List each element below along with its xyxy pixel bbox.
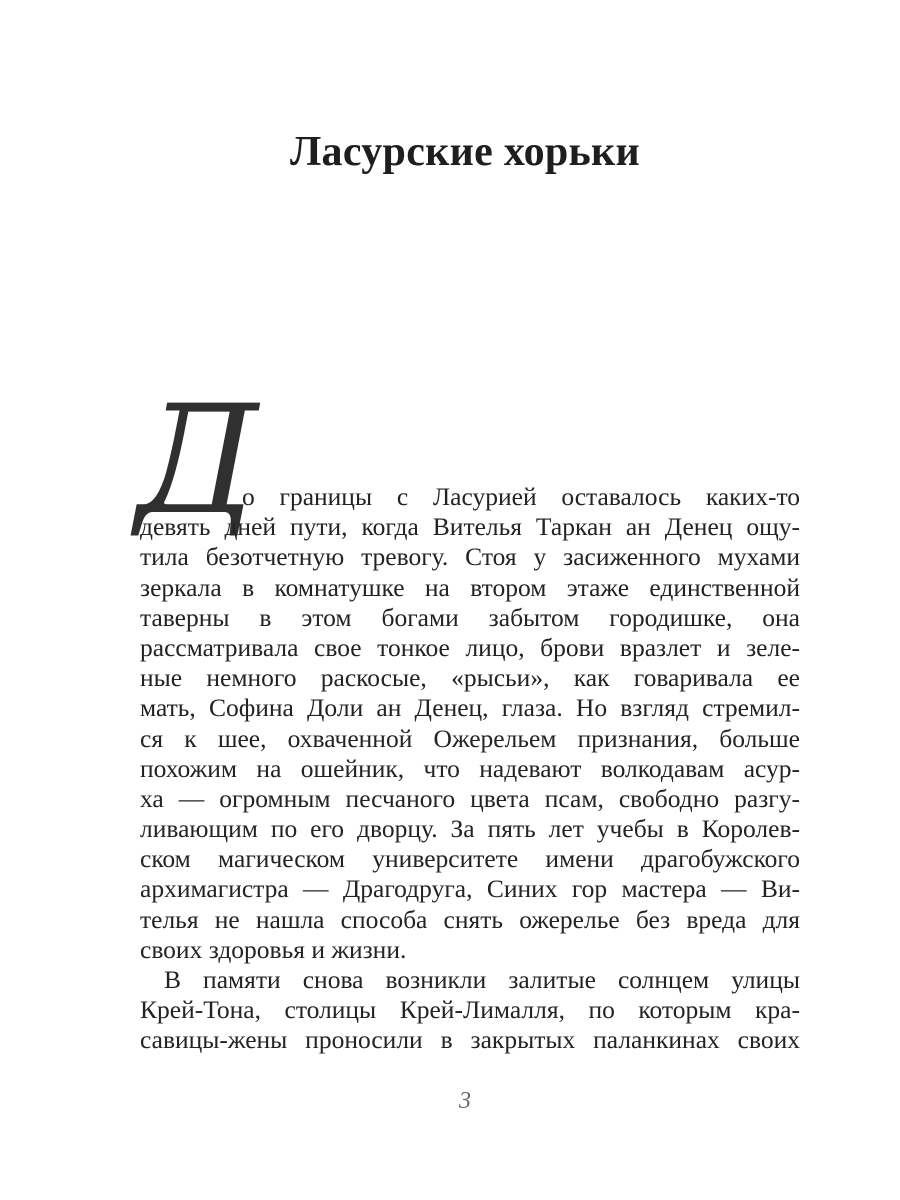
text-line: ха — огромным песчаного цвета псам, свободно разгу- [140,783,800,813]
paragraph-1 [140,482,800,965]
text-line: ся к шее, охваченной Ожерельем признания, больше [140,723,800,753]
text-line: таверны в этом богами забытом городишке, она [140,602,800,632]
text-line: зеркала в комнатушке на втором этаже единственной [140,572,800,602]
text-line: Крей-Тона, столицы Крей-Лималля, по которым кра- [140,995,800,1025]
text-line: В памяти снова возникли залитые солнцем улицы [164,965,800,994]
chapter-body [140,482,800,1056]
paragraph-2 [140,965,800,1056]
text-line: архимагистра — Драгодруга, Синих гор мастера — Ви- [140,874,800,904]
text-line: мать, Софина Доли ан Денец, глаза. Но взгляд стремил- [140,693,800,723]
text-line: девять дней пути, когда Вителья Таркан ан Денец ощу- [140,512,800,542]
text-line: ные немного раскосые, «рысьи», как говаривала ее [140,663,800,693]
text-line: ливающим по его дворцу. За пять лет учебы в Королев- [140,814,800,844]
text-line: о границы с Ласурией оставалось каких-то [242,482,800,511]
chapter-title: Ласурские хорьки [289,129,641,175]
text-line: савицы-жены проносили в закрытых паланкинах своих [140,1025,800,1055]
text-line: рассматривала свое тонкое лицо, брови вразлет и зеле- [140,632,800,662]
text-line: тила безотчетную тревогу. Стоя у засиженного мухами [140,542,800,572]
text-line: ском магическом университете имени драгобужского [140,844,800,874]
text-line: телья не нашла способа снять ожерелье без вреда для [140,904,800,934]
drop-cap: Д [136,374,258,548]
text-line: своих здоровья и жизни. [140,934,407,964]
page-number: 3 [459,1088,471,1114]
text-line: похожим на ошейник, что надевают волкодавам асур- [140,753,800,783]
